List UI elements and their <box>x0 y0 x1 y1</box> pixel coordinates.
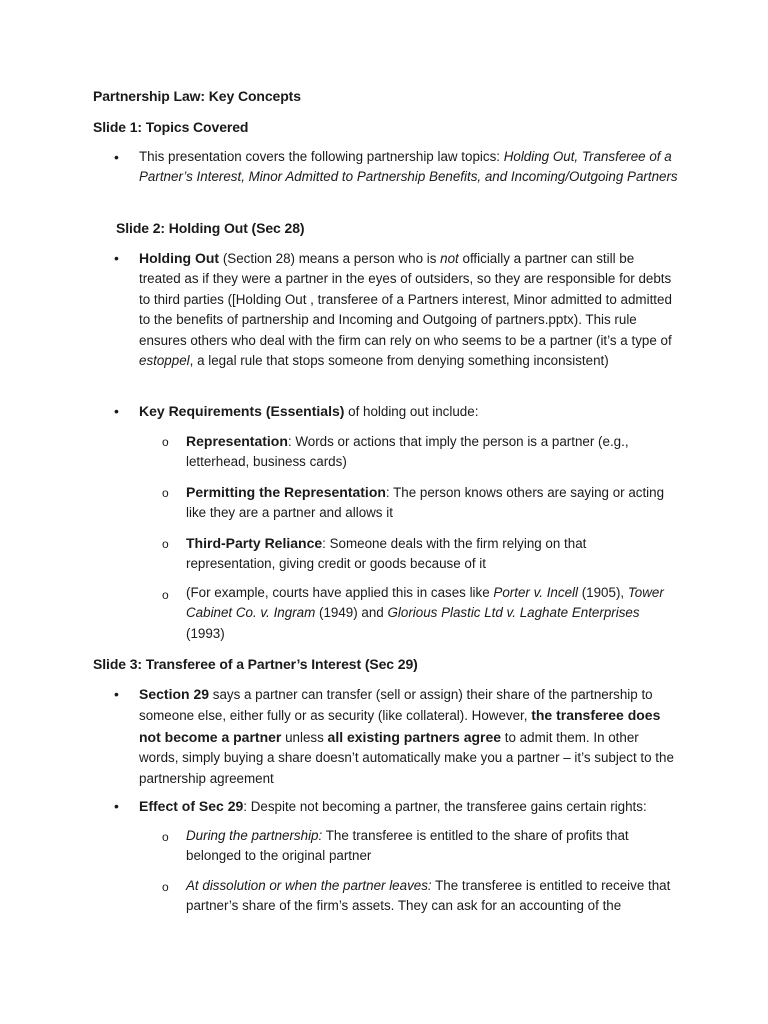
key-requirements-paragraph: Key Requirements (Essentials) of holding out include: <box>139 403 479 419</box>
holding-out-paragraph: Holding Out (Section 28) means a person who is not officially a partner can still be treated as if they were a partner in the eyes of outsiders, so they are responsible for debts to third parties ([Holding Out , transferee of a Partners interest, Minor admitted to admitted to the benefits of partnership and Incoming and Outgoing of partners.pptx). This rule ensures others who deal with the firm can rely on who seems to be a partner (it’s a type of estoppel, a legal rule that stops someone from denying something inconsistent) <box>139 250 672 369</box>
topics-list: Holding Out, Transferee of a Partner’s Interest, Minor Admitted to Partnership Benefits, and Incoming/Outgoing Partners <box>139 149 678 185</box>
document-title: Partnership Law: Key Concepts <box>93 88 301 104</box>
slide1-bullet: This presentation covers the following partnership law topics: Holding Out, Transferee of a Partner’s Interest, Minor Admitted to Partnership Benefits, and Incoming/Outgoing Partners <box>139 149 678 185</box>
slide3-heading: Slide 3: Transferee of a Partner’s Interest (Sec 29) <box>93 656 418 672</box>
bullet-icon: • <box>114 686 119 702</box>
requirement-item: Representation: Words or actions that imply the person is a partner (e.g., letterhead, business cards) <box>186 433 629 470</box>
bullet-icon: • <box>114 403 119 419</box>
transferee-right-item: At dissolution or when the partner leaves: The transferee is entitled to receive that partner’s share of the firm’s assets. They can ask for an accounting of the <box>186 878 671 914</box>
section29-paragraph: Section 29 says a partner can transfer (sell or assign) their share of the partnership to someone else, either fully or as security (like collateral). However, the transferee does not become a partner unless all existing partners agree to admit them. In other words, simply buying a share doesn’t automatically make you a partner – it’s subject to the partnership agreement <box>139 686 674 786</box>
sub-bullet-icon: o <box>162 880 169 894</box>
sub-bullet-icon: o <box>162 830 169 844</box>
sub-bullet-icon: o <box>162 435 169 449</box>
slide2-heading: Slide 2: Holding Out (Sec 28) <box>116 220 305 236</box>
sub-bullet-icon: o <box>162 537 169 551</box>
requirement-item: Third-Party Reliance: Someone deals with the firm relying on that representation, giving credit or goods because of it <box>186 535 587 572</box>
requirement-item: Permitting the Representation: The person knows others are saying or acting like they are a partner and allows it <box>186 484 665 521</box>
slide1-heading: Slide 1: Topics Covered <box>93 119 249 135</box>
bullet-icon: • <box>114 798 119 814</box>
bullet-icon: • <box>114 250 119 266</box>
transferee-right-item: During the partnership: The transferee is entitled to the share of profits that belonged to the original partner <box>186 828 629 864</box>
sub-bullet-icon: o <box>162 588 169 602</box>
sub-bullet-icon: o <box>162 486 169 500</box>
bullet-icon: • <box>114 149 119 165</box>
case-examples: (For example, courts have applied this in cases like Porter v. Incell (1905), Tower Cabinet Co. v. Ingram (1949) and Glorious Plastic Ltd v. Laghate Enterprises (1993) <box>186 585 664 641</box>
effect-sec29-paragraph: Effect of Sec 29: Despite not becoming a partner, the transferee gains certain rights: <box>139 798 647 814</box>
